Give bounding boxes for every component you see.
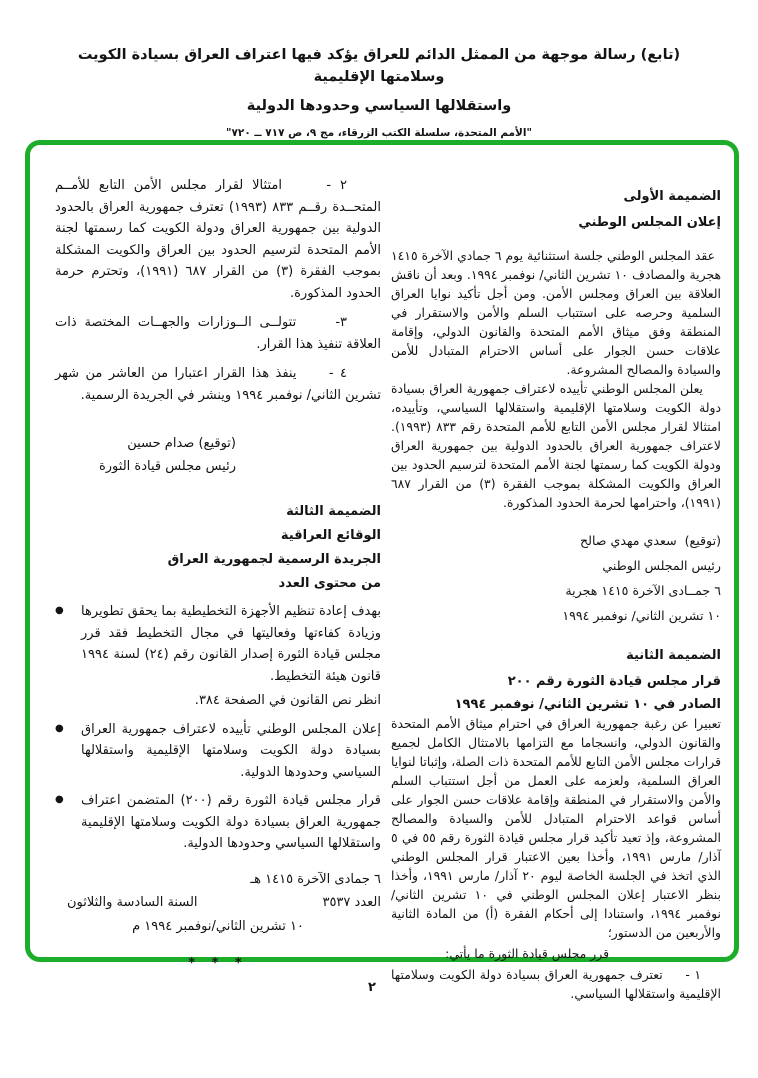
annex1-signature-block [391,528,721,628]
page-number: ٢ [368,980,376,995]
annex2-signature-name: (توقيع) صدام حسين [127,436,236,451]
section-end-marker: * * * [188,956,248,971]
column-right [391,175,721,1003]
annex3-subtitle1: الوقائع العراقية [280,528,381,543]
annex1-signature-name: (توقيع) سعدي مهدي صالح [580,533,721,548]
annex1-date-gregorian: ١٠ تشرين الثاني/ نوفمبر ١٩٩٤ [562,608,721,623]
document-header [0,44,758,141]
annex2-article-2: ٢ - امتثالا لقرار مجلس الأمن التابع للأمــم المتحــدة رقــم ٨٣٣ (١٩٩٣) تعترف جمهورية العراق بالحدود الدولية بين جمهورية العراق ودولة الكويت كما رسمتها لجنة الأمم المتحدة لترسيم الحدود بين العراق والكويت المشكلة بموجب الفقرة (٣) من القرار ٦٨٧ (١٩٩١)، وتحترم حرمة الحدود المذكورة. [55,178,381,301]
annex3-bullet-item-3 [55,790,381,855]
annex1-title: الضميمة الأولى [623,189,721,204]
annex2-article-3: ٣- تتولــى الــوزارات والجهــات المختصة ذات العلاقة تنفيذ هذا القرار. [55,315,381,352]
annex3-bullet-item-1 [55,601,381,687]
annex3-subtitle2: الجريدة الرسمية لجمهورية العراق [167,552,381,567]
gazette-issue-number: العدد ٣٥٣٧ [322,895,381,910]
gazette-date-gregorian: ١٠ تشرين الثاني/نوفمبر ١٩٩٤ م [132,918,304,934]
annex3-bullet-3-text: قرار مجلس قيادة الثورة رقم (٢٠٠) المتضمن اعتراف جمهورية العراق بسيادة دولة الكويت وسلامتها الإقليمية واستقلالها السياسي وحدودها الدولية. [81,793,381,851]
annex2-article-1: ١ - تعترف جمهورية العراق بسيادة دولة الكويت وسلامتها الإقليمية واستقلالها السياسي. [391,967,721,1001]
annex3-title: الضميمة الثالثة [286,504,381,519]
annex2-preamble: تعبيرا عن رغبة جمهورية العراق في احترام ميثاق الأمم المتحدة والقانون الدولي، وانسجاما مع التزامها بالامتثال الكامل لجميع قرارات مجلس الأمن التابع للأمم المتحدة ذات الصلة، وإثباتا لنوايا العراق السلمية، ولعزمه على العمل من أجل استتباب السلم والأمن والاستقرار في المنطقة وإقامة علاقات حسن الجوار على أساس قواعد الاحترام المتبادل للأمن والسيادة والمصالح المشروعة، وإذ تعيد تأكيد قرار مجلس قيادة الثورة رقم ٥٥ في ٥ آذار/ مارس ١٩٩١، وأخذا بعين الاعتبار قرار المجلس الوطني الذي اتخذ في الجلسة الخاصة ليوم ٢٠ آذار/ مارس ١٩٩١، وأخذا بنظر الاعتبار إعلان المجلس الوطني في ١٠ تشرين الثاني/ نوفمبر ١٩٩٤، واستنادا إلى أحكام الفقرة (أ) من المادة الثانية والأربعين من الدستور؛ [391,716,722,940]
gazette-issue-row [55,892,381,914]
annex3-bullet-1-note: انظر نص القانون في الصفحة ٣٨٤. [194,693,381,708]
annex1-signature-role: رئيس المجلس الوطني [602,558,721,573]
annex2-signature-role: رئيس مجلس قيادة الثورة [98,459,236,474]
annex1-subtitle: إعلان المجلس الوطني [578,215,721,230]
annex3-bullet-item-2 [55,719,381,784]
annex1-date-hijri: ٦ جمــادى الآخرة ١٤١٥ هجرية [565,583,721,598]
column-left [55,175,381,1003]
annex1-paragraph-2: يعلن المجلس الوطني تأييده لاعتراف جمهورية العراق بسيادة دولة الكويت وسلامتها الإقليمية واستقلالها السياسي، وتأييده، امتثالا لقرار مجلس الأمن التابع للأمم المتحدة رقم ٨٣٣ (١٩٩٣). لاعتراف جمهورية العراق بالحدود الدولية بين جمهورية العراق ودولة الكويت كما رسمتها لجنة الأمم المتحدة لترسيم الحدود بين العراق والكويت المشكلة بموجب الفقرة (٣) من القرار ٦٨٧ (١٩٩١)، واحترامها لحرمة الحدود المذكورة. [391,381,722,510]
bullet-dot-icon: ● [55,605,64,616]
annex3-contents-heading: من محتوى العدد [278,576,381,591]
header-title-line2: واستقلالها السياسي وحدودها الدولية [246,98,512,114]
annex2-title: الضميمة الثانية [626,648,721,663]
gazette-date-hijri: ٦ جمادى الآخرة ١٤١٥ هـ [250,871,381,887]
header-source-citation: "الأمم المتحدة، سلسلة الكتب الزرقاء، مج ٩، ص ٧١٧ ــ ٧٢٠" [226,127,532,139]
annex2-signature-block [55,432,236,478]
annex2-article-4: ٤ - ينفذ هذا القرار اعتبارا من العاشر من شهر تشرين الثاني/ نوفمبر ١٩٩٤ وينشر في الجريدة الرسمية. [55,366,381,403]
gazette-year-label: السنة السادسة والثلاثون [67,895,198,910]
bullet-dot-icon: ● [55,794,64,805]
two-column-layout [30,145,734,1003]
annex2-decree-intro: قرر مجلس قيادة الثورة ما يأتي: [445,946,609,961]
annex2-subtitle: قرار مجلس قيادة الثورة رقم ٢٠٠ [507,674,721,689]
bullet-dot-icon: ● [55,722,64,734]
annex2-issued-line: الصادر في ١٠ تشرين الثاني/ نوفمبر ١٩٩٤ [454,697,721,712]
annex3-bullet-2-text: إعلان المجلس الوطني تأييده لاعتراف جمهورية العراق بسيادة دولة الكويت وسلامتها الإقليمية واستقلالها السياسي وحدودها الدولية. [81,721,381,780]
header-title-line1: (تابع) رسالة موجهة من الممثل الدائم للعراق يؤكد فيها اعتراف العراق بسيادة الكويت وسلامتها الإقليمية [77,47,681,85]
annex1-paragraph-1: عقد المجلس الوطني جلسة استثنائية يوم ٦ جمادي الآخرة ١٤١٥ هجرية والمصادف ١٠ تشرين الثاني/ نوفمبر ١٩٩٤. وبعد أن ناقش العلاقة بين العراق ومجلس الأمن. ومن أجل تأكيد نوايا العراق السلمية وحرصه على استتباب السلم والأمن والاستقرار في المنطقة وفق ميثاق الأمم المتحدة والقانون الدولي، وإقامة علاقات حسن الجوار على أساس الاحترام المتبادل للأمن والسيادة والمصالح المشروعة. [391,248,721,377]
green-content-frame [25,140,739,1001]
annex3-bullet-1-text: بهدف إعادة تنظيم الأجهزة التخطيطية بما يحقق تطويرها وزيادة كفاءتها وفعاليتها في مجال التخطيط فقد قرر مجلس قيادة الثورة إصدار القانون رقم (٢٤) لسنة ١٩٩٤ قانون هيئة التخطيط. [81,604,381,684]
